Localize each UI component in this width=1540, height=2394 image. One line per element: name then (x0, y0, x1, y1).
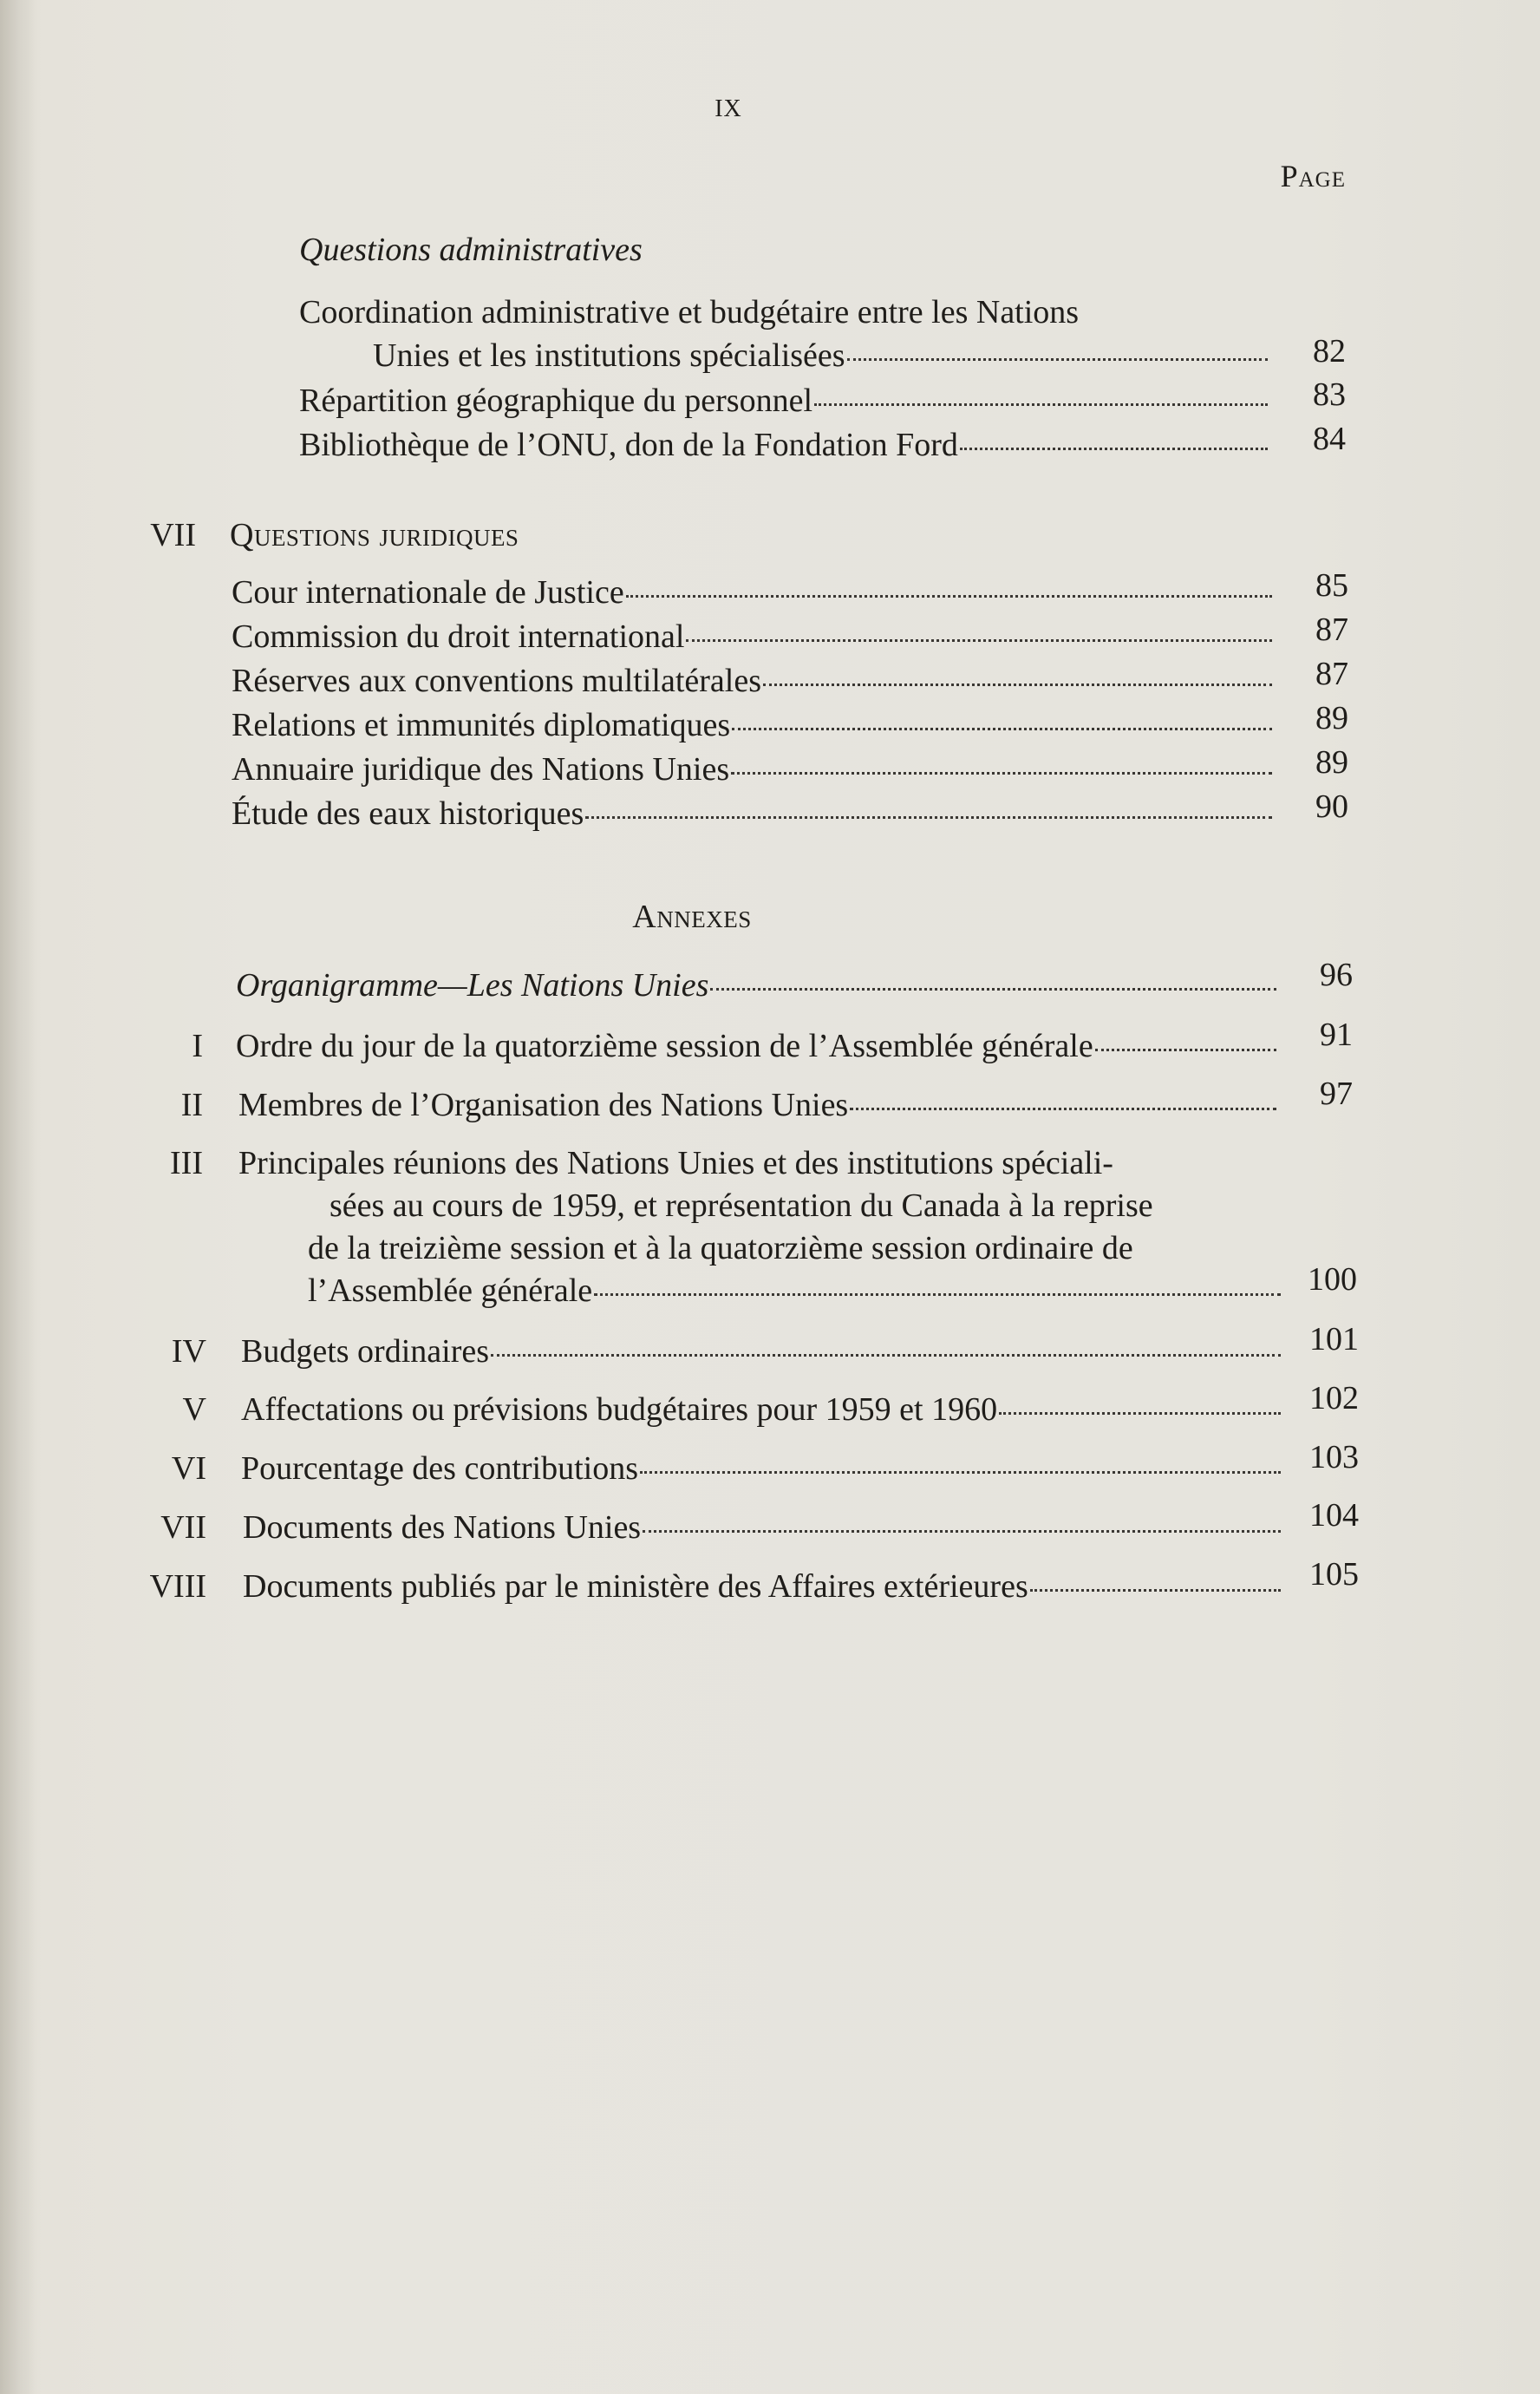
entry-title: Cour internationale de Justice (232, 574, 624, 611)
annex-1-entry (236, 1024, 1283, 1068)
section-7-entry-6-page: 90 (1315, 788, 1348, 825)
entry-title: Relations et immunités diplomatiques (232, 707, 731, 743)
section-7-numeral: VII (150, 517, 196, 553)
dot-leader (594, 1293, 1281, 1296)
dot-leader (1095, 1049, 1276, 1051)
annex-2-page: 97 (1320, 1076, 1353, 1112)
entry-title: Ordre du jour de la quatorzième session de l’Assemblée générale (236, 1028, 1093, 1064)
annex-1-page: 91 (1320, 1017, 1353, 1053)
page-folio: IX (715, 95, 742, 122)
section-7-entry-4-page: 89 (1315, 700, 1348, 736)
section-7-entry-2-page: 87 (1315, 612, 1348, 648)
admin-entry-2 (299, 379, 1275, 422)
entry-title: Documents publiés par le ministère des Affaires extérieures (243, 1568, 1028, 1605)
annex-4-entry (241, 1330, 1288, 1373)
annex-3-line-4 (308, 1269, 1288, 1312)
entry-title: Étude des eaux historiques (232, 795, 584, 832)
annex-7-page: 104 (1309, 1497, 1359, 1534)
entry-title: Annuaire juridique des Nations Unies (232, 751, 730, 788)
dot-leader (850, 1108, 1276, 1110)
section-7-entry-3-page: 87 (1315, 656, 1348, 692)
annex-8-entry (243, 1565, 1288, 1608)
section-7-heading: Questions juridiques (230, 517, 519, 553)
section-7-entry-1 (232, 571, 1279, 614)
annex-6-page: 103 (1309, 1439, 1359, 1475)
annex-6-numeral: VI (171, 1450, 206, 1487)
annex-4-numeral: IV (171, 1333, 206, 1370)
section-7-entry-6 (232, 792, 1279, 835)
entry-title: Budgets ordinaires (241, 1333, 490, 1370)
entry-title: Membres de l’Organisation des Nations Unies (238, 1087, 849, 1123)
annex-4-page: 101 (1309, 1321, 1359, 1357)
annex-2-entry (238, 1083, 1283, 1127)
dot-leader (960, 448, 1268, 450)
annex-5-entry (241, 1388, 1288, 1431)
admin-entry-1-line-1: Coordination administrative et budgétaire entre les Nations (299, 294, 1080, 330)
page-gutter-shadow (0, 0, 35, 2394)
organigramme-page: 96 (1320, 957, 1353, 993)
entry-title: Réserves aux conventions multilatérales (232, 663, 761, 699)
dot-leader (732, 728, 1272, 730)
annex-5-numeral: V (182, 1391, 206, 1428)
entry-title: Répartition géographique du personnel (299, 383, 813, 419)
annex-3-line-3: de la treizième session et à la quatorzième session ordinaire de (308, 1230, 1133, 1266)
section-7-entry-5 (232, 748, 1279, 791)
annex-7-numeral: VII (160, 1509, 206, 1546)
annex-3-page: 100 (1308, 1261, 1357, 1298)
organigramme-entry (236, 964, 1283, 1007)
dot-leader (585, 816, 1272, 819)
page-column-label: Page (1280, 159, 1346, 193)
annex-6-entry (241, 1447, 1288, 1490)
entry-title: Pourcentage des contributions (241, 1450, 639, 1487)
entry-title: l’Assemblée générale (308, 1272, 593, 1309)
section-7-entry-1-page: 85 (1315, 567, 1348, 604)
annex-8-numeral: VIII (149, 1568, 206, 1605)
section-7-entry-4 (232, 703, 1279, 747)
admin-entry-3-page: 84 (1313, 421, 1346, 457)
entry-title: Affectations ou prévisions budgétaires pour 1959 et 1960 (241, 1391, 998, 1428)
dot-leader (643, 1530, 1281, 1533)
dot-leader (710, 988, 1276, 991)
entry-title: Documents des Nations Unies (243, 1509, 642, 1546)
dot-leader (731, 772, 1272, 775)
section-7-entry-5-page: 89 (1315, 744, 1348, 781)
entry-title: Commission du droit international (232, 618, 685, 655)
dot-leader (814, 403, 1268, 406)
dot-leader (763, 684, 1272, 686)
section-7-entry-3 (232, 659, 1279, 703)
annex-5-page: 102 (1309, 1380, 1359, 1416)
admin-entry-1-page: 82 (1313, 333, 1346, 370)
annex-8-page: 105 (1309, 1556, 1359, 1593)
entry-title: Unies et les institutions spécialisées (373, 337, 845, 374)
entry-title: Bibliothèque de l’ONU, don de la Fondation Ford (299, 427, 958, 463)
dot-leader (999, 1412, 1281, 1415)
dot-leader (847, 358, 1268, 361)
annex-3-line-1: Principales réunions des Nations Unies et des institutions spéciali- (238, 1145, 1113, 1181)
annexes-heading: Annexes (632, 899, 752, 935)
dot-leader (1030, 1589, 1281, 1592)
annex-7-entry (243, 1506, 1288, 1549)
entry-title: Organigramme—Les Nations Unies (236, 967, 709, 1004)
admin-entry-1-line-2 (373, 334, 1275, 377)
section-7-entry-2 (232, 615, 1279, 658)
admin-entry-2-page: 83 (1313, 376, 1346, 413)
dot-leader (626, 595, 1272, 598)
annex-3-numeral: III (170, 1145, 203, 1181)
dot-leader (686, 639, 1272, 642)
annex-1-numeral: I (192, 1028, 203, 1064)
dot-leader (491, 1354, 1281, 1357)
dot-leader (640, 1471, 1281, 1474)
annex-2-numeral: II (180, 1087, 203, 1123)
admin-heading: Questions administratives (299, 232, 643, 268)
annex-3-line-2: sées au cours de 1959, et représentation du Canada à la reprise (330, 1187, 1153, 1224)
admin-entry-3 (299, 423, 1275, 467)
